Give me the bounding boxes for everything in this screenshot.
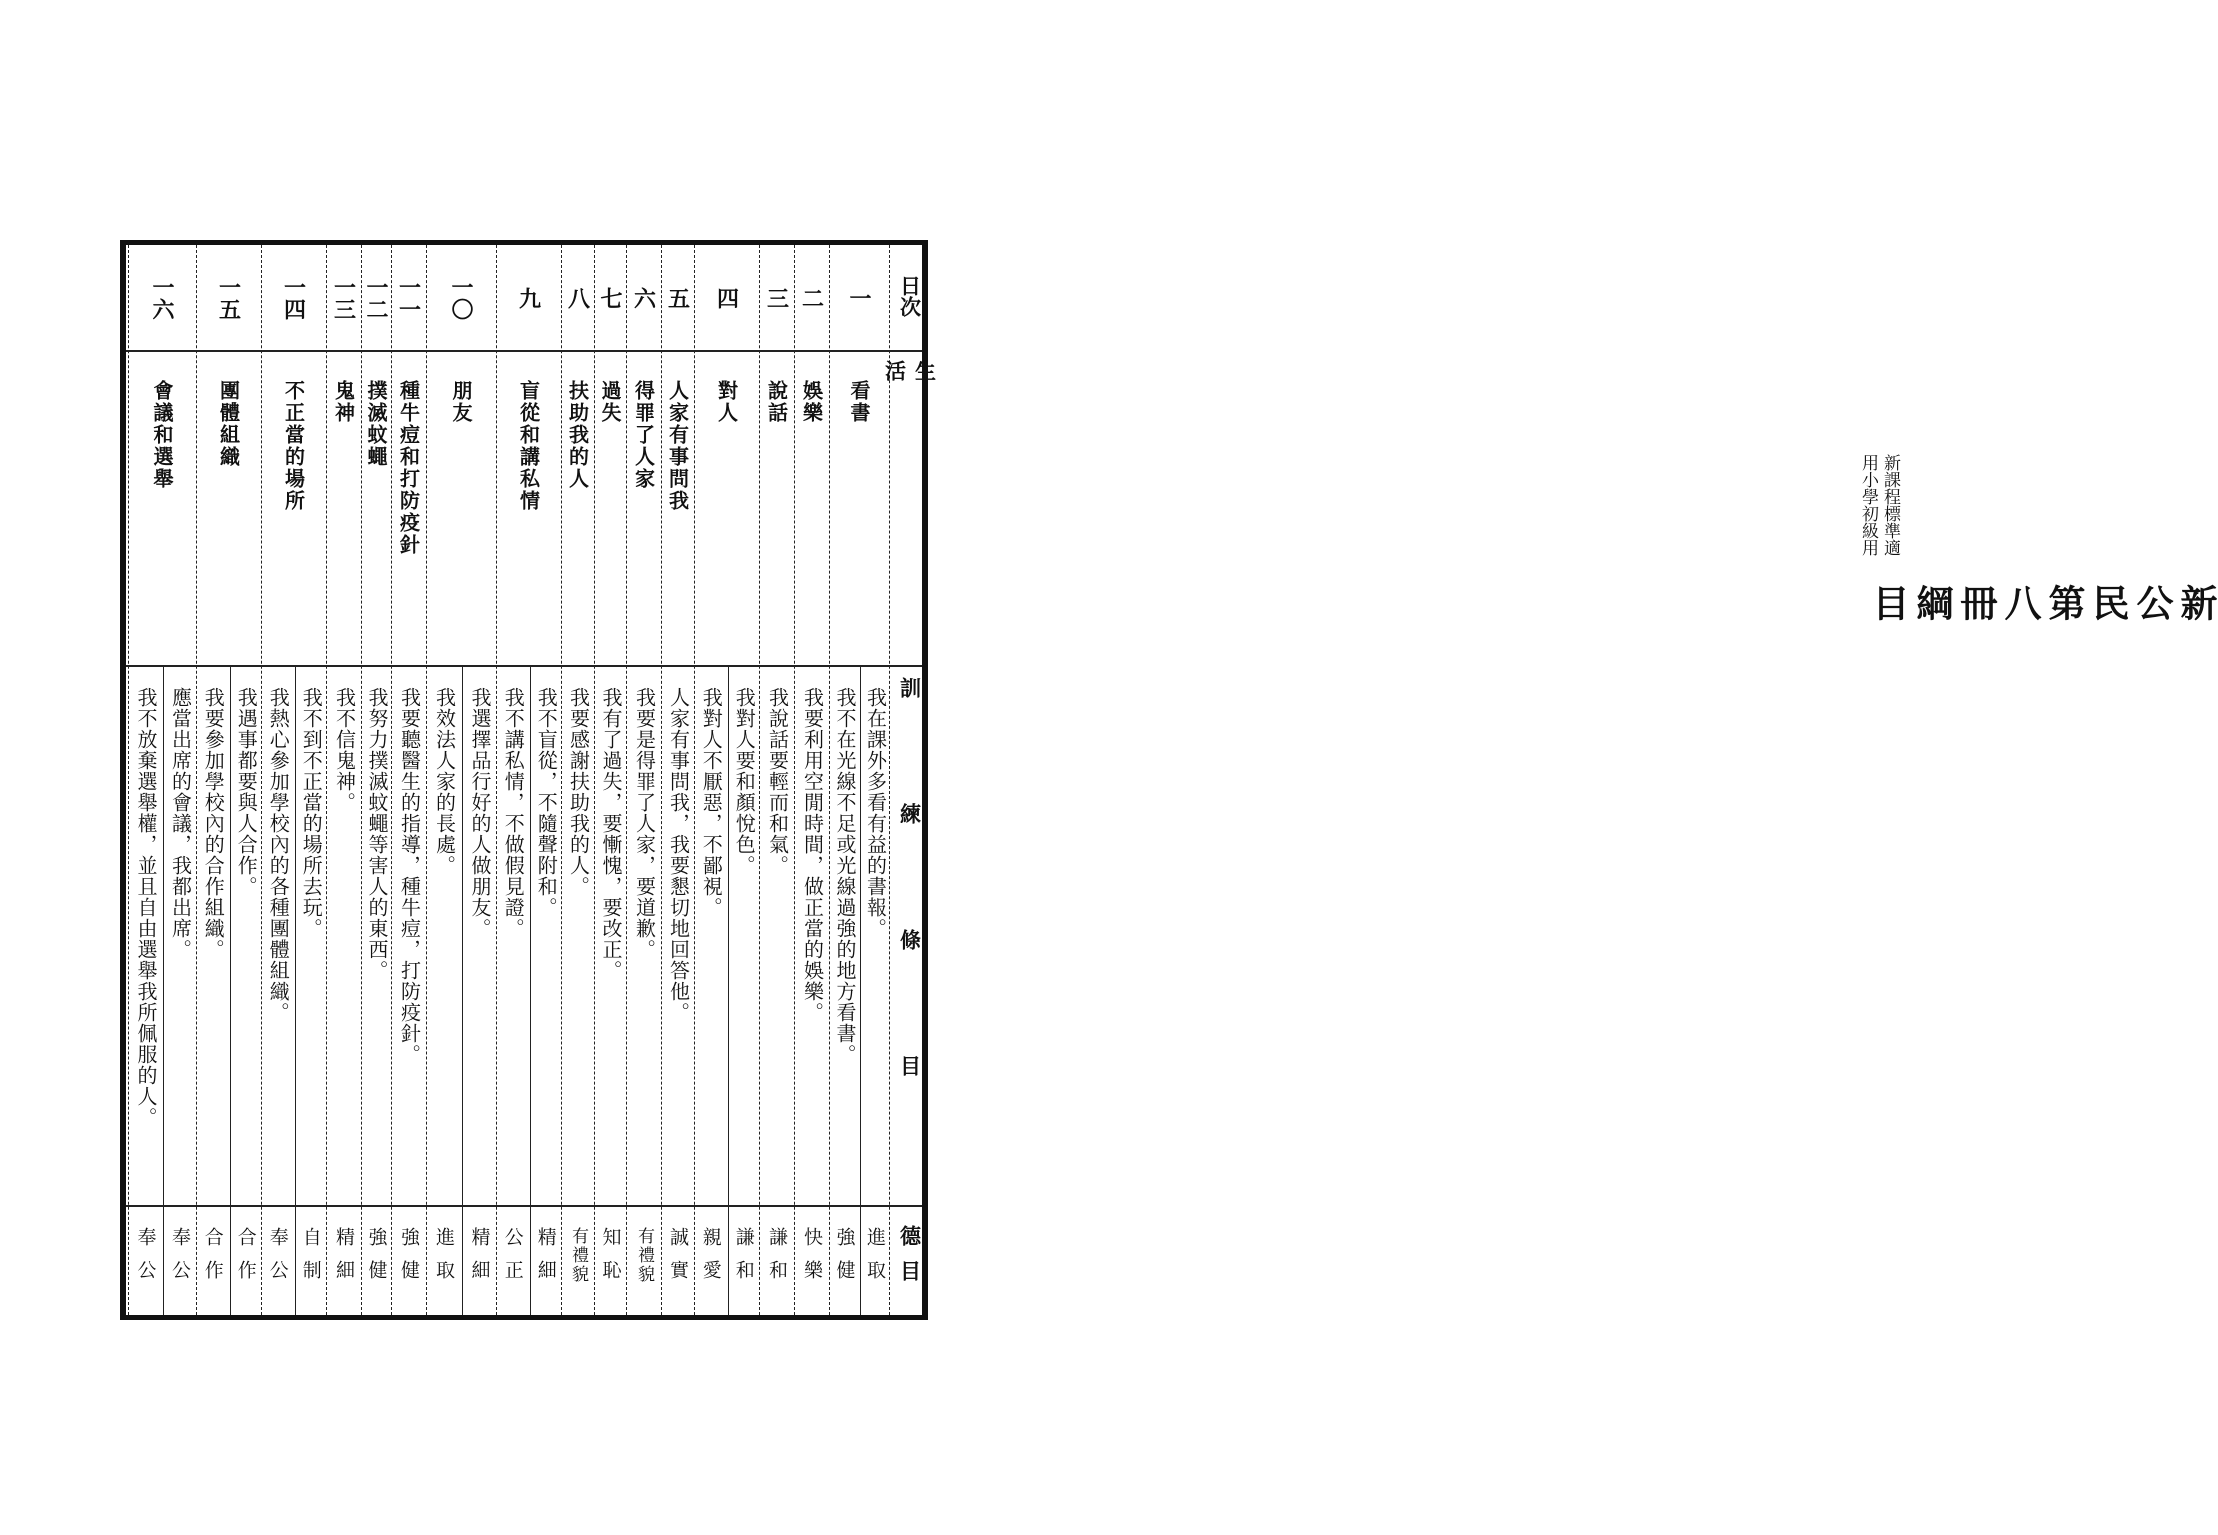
virtue-text: 進取 — [433, 1227, 455, 1293]
training-text: 我對人要和顏悅色。 — [732, 687, 757, 876]
training-item — [230, 665, 263, 1315]
training-text: 我不盲從，不隨聲附和。 — [534, 687, 559, 918]
series-line-2: 用小學初級用 — [1858, 454, 1878, 556]
lesson-number: 七 — [597, 286, 623, 309]
training-text: 我不到不正當的場所去玩。 — [299, 687, 324, 939]
training-text: 人家有事問我，我要懇切地回答他。 — [666, 687, 691, 1023]
lesson-topic: 看書 — [847, 380, 871, 424]
training-text: 我要感謝扶助我的人。 — [566, 687, 591, 897]
lesson-topic: 撲滅蚊蠅 — [364, 380, 388, 468]
training-item — [462, 665, 497, 1315]
training-item — [695, 665, 728, 1315]
training-text: 我在課外多看有益的書報。 — [863, 687, 888, 939]
virtue-text: 奉公 — [266, 1227, 289, 1293]
lesson-number: 一四 — [280, 275, 307, 320]
lesson-topic: 朋友 — [449, 380, 473, 424]
lesson-column — [829, 245, 889, 1315]
virtue-text: 公正 — [501, 1227, 524, 1293]
virtue-text: 奉公 — [169, 1227, 191, 1293]
lesson-topic: 會議和選舉 — [150, 380, 174, 490]
training-text: 我不放棄選舉權，並且自由選舉我所佩服的人。 — [134, 687, 158, 1128]
training-item — [728, 665, 761, 1315]
training-item — [530, 665, 563, 1315]
training-item — [795, 665, 830, 1315]
training-item — [197, 665, 230, 1315]
training-item — [860, 665, 890, 1315]
virtue-text: 自制 — [299, 1227, 322, 1293]
lesson-topic: 不正當的場所 — [281, 380, 306, 512]
header-column — [882, 245, 938, 1315]
lesson-number: 三 — [763, 286, 790, 309]
lesson-topic: 扶助我的人 — [565, 380, 590, 490]
virtue-text: 進取 — [864, 1227, 886, 1293]
training-item — [562, 665, 595, 1315]
training-item — [362, 665, 392, 1315]
lesson-number: 四 — [713, 286, 740, 309]
training-text: 我不在光線不足或光線過強的地方看書。 — [833, 687, 857, 1065]
lesson-column — [196, 245, 261, 1315]
virtue-text: 誠實 — [667, 1227, 689, 1293]
virtue-text: 合作 — [201, 1227, 224, 1293]
training-item — [595, 665, 627, 1315]
training-text: 應當出席的會議，我都出席。 — [168, 687, 193, 960]
training-text: 我有了過失，要慚愧，要改正。 — [599, 687, 623, 981]
lesson-topic: 過失 — [598, 380, 622, 424]
training-text: 我對人不厭惡，不鄙視。 — [699, 687, 724, 918]
training-item — [262, 665, 295, 1315]
lesson-column — [759, 245, 794, 1315]
training-item — [662, 665, 695, 1315]
lesson-number: 九 — [515, 286, 542, 309]
virtue-text: 有禮貌 — [568, 1227, 588, 1284]
outline-table — [120, 240, 938, 1320]
training-text: 我選擇品行好的人做朋友。 — [468, 687, 492, 939]
training-text: 我遇事都要與人合作。 — [234, 687, 259, 897]
lesson-topic: 鬼神 — [331, 380, 356, 424]
virtue-text: 親愛 — [699, 1227, 722, 1293]
lesson-column — [626, 245, 661, 1315]
lesson-number: 二 — [798, 286, 825, 309]
lesson-column — [496, 245, 561, 1315]
lesson-column — [391, 245, 426, 1315]
virtue-text: 快樂 — [801, 1227, 823, 1293]
lesson-topic: 盲從和講私情 — [516, 380, 541, 512]
training-text: 我要是得罪了人家，要道歉。 — [632, 687, 657, 960]
lesson-number: 一 — [846, 286, 872, 309]
lesson-number: 一〇 — [448, 275, 474, 320]
training-text: 我不信鬼神。 — [332, 687, 357, 813]
lesson-topic: 說話 — [764, 380, 789, 424]
page-title: 新公民第八冊綱目 — [1866, 584, 2218, 629]
virtue-label: 德目 — [897, 1225, 923, 1295]
training-item — [163, 665, 197, 1315]
training-label: 訓練條目 — [897, 677, 923, 1181]
series-note — [1858, 454, 1900, 556]
lesson-topic: 對人 — [714, 380, 739, 424]
lesson-number: 一五 — [215, 275, 242, 320]
virtue-text: 合作 — [234, 1227, 257, 1293]
lesson-column — [426, 245, 496, 1315]
training-text: 我努力撲滅蚊蠅等害人的東西。 — [365, 687, 389, 981]
lesson-column — [361, 245, 391, 1315]
training-item — [295, 665, 328, 1315]
training-item — [129, 665, 163, 1315]
lesson-column — [561, 245, 594, 1315]
lesson-column — [128, 245, 196, 1315]
training-item — [830, 665, 860, 1315]
virtue-text: 強健 — [365, 1227, 388, 1293]
training-text: 我說話要輕而和氣。 — [765, 687, 790, 876]
virtue-text: 有禮貌 — [634, 1227, 654, 1284]
lesson-topic: 團體組織 — [216, 380, 241, 468]
virtue-text: 謙和 — [766, 1227, 788, 1293]
lesson-number: 八 — [564, 286, 591, 309]
series-line-1: 新課程標準適 — [1880, 454, 1900, 556]
life-label: 生活 — [882, 360, 938, 601]
training-item — [497, 665, 530, 1315]
lesson-column — [326, 245, 361, 1315]
lesson-number: 一六 — [149, 275, 175, 320]
virtue-text: 強健 — [398, 1227, 420, 1293]
lesson-topic: 娛樂 — [799, 380, 824, 424]
training-text: 我熱心參加學校內的各種團體組織。 — [266, 687, 291, 1023]
virtue-text: 精細 — [333, 1227, 355, 1293]
lesson-column — [694, 245, 759, 1315]
virtue-text: 知恥 — [599, 1227, 622, 1293]
lesson-number: 一一 — [395, 275, 422, 320]
training-text: 我要聽醫生的指導，種牛痘，打防疫針。 — [397, 687, 422, 1065]
virtue-text: 精細 — [468, 1227, 491, 1293]
training-item — [427, 665, 462, 1315]
training-text: 我不講私情，不做假見證。 — [501, 687, 526, 939]
training-text: 我效法人家的長處。 — [432, 687, 457, 876]
training-item — [327, 665, 362, 1315]
training-text: 我要利用空閒時間，做正當的娛樂。 — [800, 687, 825, 1023]
lesson-topic: 得罪了人家 — [631, 380, 656, 490]
training-text: 我要參加學校內的合作組織。 — [201, 687, 226, 960]
lesson-label: 日次 — [897, 275, 923, 317]
lesson-number: 一二 — [363, 275, 389, 320]
lesson-column — [661, 245, 694, 1315]
lesson-column — [794, 245, 829, 1315]
virtue-text: 謙和 — [732, 1227, 755, 1293]
training-item — [627, 665, 662, 1315]
training-item — [392, 665, 427, 1315]
lesson-topic: 種牛痘和打防疫針 — [396, 380, 421, 556]
virtue-text: 強健 — [833, 1227, 856, 1293]
lesson-column — [594, 245, 626, 1315]
virtue-text: 精細 — [534, 1227, 557, 1293]
lesson-number: 六 — [630, 286, 657, 309]
lesson-column — [261, 245, 326, 1315]
lesson-number: 一三 — [330, 275, 357, 320]
lesson-topic: 人家有事問我 — [665, 380, 690, 512]
virtue-text: 奉公 — [134, 1227, 157, 1293]
training-item — [760, 665, 795, 1315]
lesson-number: 五 — [664, 286, 691, 309]
